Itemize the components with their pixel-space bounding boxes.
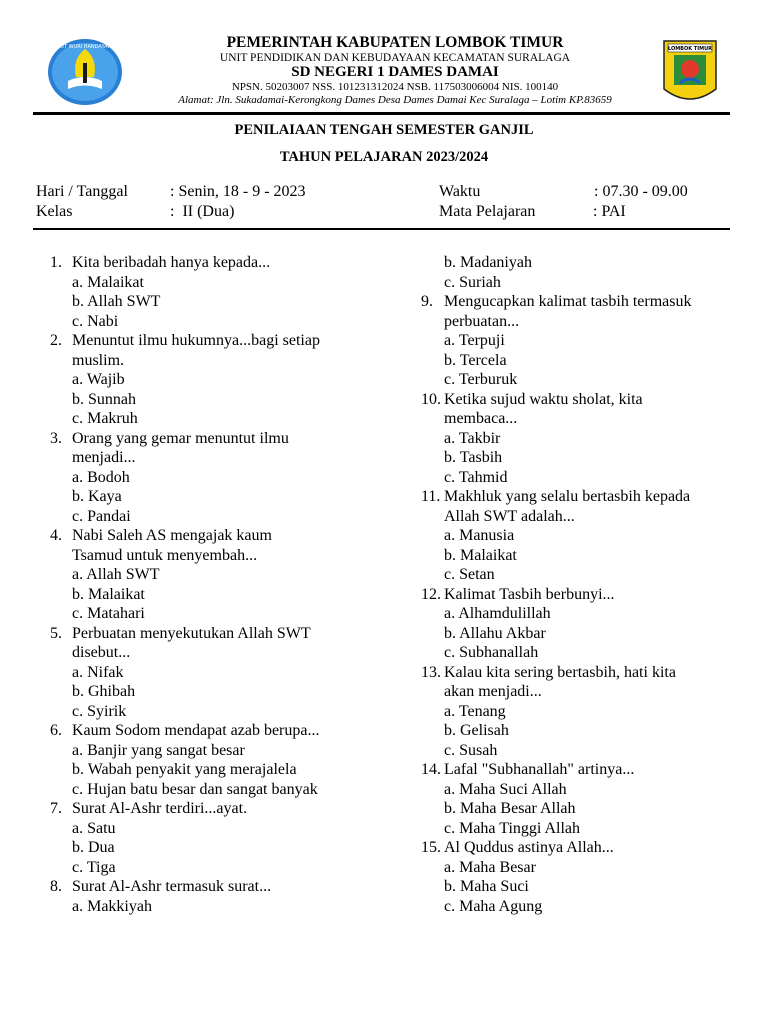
option: c. Nabi xyxy=(72,312,119,330)
question-12: 12. Kalimat Tasbih berbunyi... xyxy=(421,585,615,603)
svg-text:LOMBOK TIMUR: LOMBOK TIMUR xyxy=(667,46,713,52)
letterhead xyxy=(130,34,660,107)
subject-value: : PAI xyxy=(593,203,626,220)
option: a. Malaikat xyxy=(72,273,144,291)
option: a. Banjir yang sangat besar xyxy=(72,741,245,759)
questions-left-column xyxy=(50,253,420,916)
question-1: 1. Kita beribadah hanya kepada... xyxy=(50,254,271,271)
letterhead-codes: NPSN. 50203007 NSS. 101231312024 NSB. 117503006004 NIS. 100140 xyxy=(231,81,559,93)
day-value: : Senin, 18 - 9 - 2023 xyxy=(170,183,306,200)
question-8: 8. Surat Al-Ashr termasuk surat... xyxy=(50,878,272,895)
letterhead-government: PEMERINTAH KABUPATEN LOMBOK TIMUR xyxy=(226,34,564,51)
question-5: 5. Perbuatan menyekutukan Allah SWT xyxy=(50,624,311,642)
option: c. Terburuk xyxy=(444,371,518,388)
tut-wuri-handayani-logo xyxy=(46,37,124,107)
question-11: 11. Makhluk yang selalu bertasbih kepada xyxy=(421,488,691,505)
option: c. Tahmid xyxy=(444,468,508,486)
option: b. Madaniyah xyxy=(444,254,532,271)
day-label: Hari / Tanggal xyxy=(36,183,128,200)
option: b. Ghibah xyxy=(72,683,136,700)
option: a. Bodoh xyxy=(72,468,130,486)
option: a. Maha Besar xyxy=(444,858,536,876)
time-value: : 07.30 - 09.00 xyxy=(594,183,688,200)
info-divider xyxy=(33,228,730,230)
option: a. Terpuji xyxy=(444,332,505,349)
option: b. Tasbih xyxy=(444,449,503,466)
option: c. Subhanallah xyxy=(444,644,539,661)
option: c. Tiga xyxy=(72,858,116,876)
option: c. Maha Tinggi Allah xyxy=(444,819,581,837)
svg-text:TUT WURI HANDAYANI: TUT WURI HANDAYANI xyxy=(57,44,113,50)
option: c. Makruh xyxy=(72,410,138,427)
option: c. Suriah xyxy=(444,273,501,291)
option: a. Takbir xyxy=(444,429,501,447)
exam-title: PENILAIAAN TENGAH SEMESTER GANJIL xyxy=(234,122,534,138)
option: b. Allah SWT xyxy=(72,293,161,310)
question-15: 15. Al Quddus astinya Allah... xyxy=(421,839,614,856)
option: b. Allahu Akbar xyxy=(444,624,546,642)
option: b. Malaikat xyxy=(444,546,517,564)
option: a. Manusia xyxy=(444,527,515,544)
option: a. Alhamdulillah xyxy=(444,605,551,622)
question-9: 9. Mengucapkan kalimat tasbih termasuk xyxy=(421,293,692,310)
class-label: Kelas xyxy=(36,203,73,220)
question-6: 6. Kaum Sodom mendapat azab berupa... xyxy=(50,722,320,739)
question-7: 7. Surat Al-Ashr terdiri...ayat. xyxy=(50,800,248,817)
option: b. Maha Suci xyxy=(444,878,529,895)
question-text-cont: perbuatan... xyxy=(444,312,520,330)
option: c. Susah xyxy=(444,741,498,759)
questions-right-column xyxy=(421,253,751,916)
option: b. Kaya xyxy=(72,488,122,505)
option: a. Satu xyxy=(72,819,116,837)
option: c. Maha Agung xyxy=(444,897,543,915)
option: c. Setan xyxy=(444,566,495,583)
option: b. Dua xyxy=(72,839,115,856)
letterhead-school: SD NEGERI 1 DAMES DAMAI xyxy=(291,64,499,80)
lombok-timur-emblem xyxy=(662,39,718,107)
option: b. Maha Besar Allah xyxy=(444,800,576,817)
question-text-cont: disebut... xyxy=(72,644,131,661)
letterhead-address: Alamat: Jln. Sukadamai-Kerongkong Dames Desa Dames Damai Kec Suralaga – Lotim KP.83659 xyxy=(178,94,612,106)
option: c. Syirik xyxy=(72,702,127,720)
question-13: 13. Kalau kita sering bertasbih, hati kita xyxy=(421,663,676,681)
question-text-cont: akan menjadi... xyxy=(444,683,542,700)
question-4: 4. Nabi Saleh AS mengajak kaum xyxy=(50,527,272,544)
option: a. Wajib xyxy=(72,371,125,388)
question-text-cont: menjadi... xyxy=(72,449,136,466)
question-text-cont: Allah SWT adalah... xyxy=(444,507,575,525)
option: a. Tenang xyxy=(444,702,506,720)
question-text-cont: Tsamud untuk menyembah... xyxy=(72,546,258,564)
letterhead-unit: UNIT PENDIDIKAN DAN KEBUDAYAAN KECAMATAN SURALAGA xyxy=(219,52,571,64)
subject-label: Mata Pelajaran xyxy=(439,203,536,220)
question-text-cont: membaca... xyxy=(444,410,518,427)
letterhead-divider xyxy=(33,112,730,115)
option: c. Hujan batu besar dan sangat banyak xyxy=(72,780,318,798)
exam-year: TAHUN PELAJARAN 2023/2024 xyxy=(279,149,489,165)
option: a. Allah SWT xyxy=(72,566,160,583)
question-14: 14. Lafal "Subhanallah" artinya... xyxy=(421,761,635,778)
option: a. Nifak xyxy=(72,663,124,681)
question-2: 2. Menuntut ilmu hukumnya...bagi setiap xyxy=(50,332,320,349)
option: b. Wabah penyakit yang merajalela xyxy=(72,761,297,778)
option: b. Gelisah xyxy=(444,722,509,739)
option: c. Pandai xyxy=(72,507,131,525)
time-label: Waktu xyxy=(439,183,481,200)
option: a. Makkiyah xyxy=(72,897,152,915)
option: b. Tercela xyxy=(444,351,507,369)
question-3: 3. Orang yang gemar menuntut ilmu xyxy=(50,429,289,447)
option: b. Sunnah xyxy=(72,390,136,408)
class-value: : II (Dua) xyxy=(170,203,235,220)
option: c. Matahari xyxy=(72,605,145,622)
option: a. Maha Suci Allah xyxy=(444,780,567,798)
question-10: 10. Ketika sujud waktu sholat, kita xyxy=(421,390,643,408)
question-text-cont: muslim. xyxy=(72,351,125,369)
option: b. Malaikat xyxy=(72,585,145,603)
